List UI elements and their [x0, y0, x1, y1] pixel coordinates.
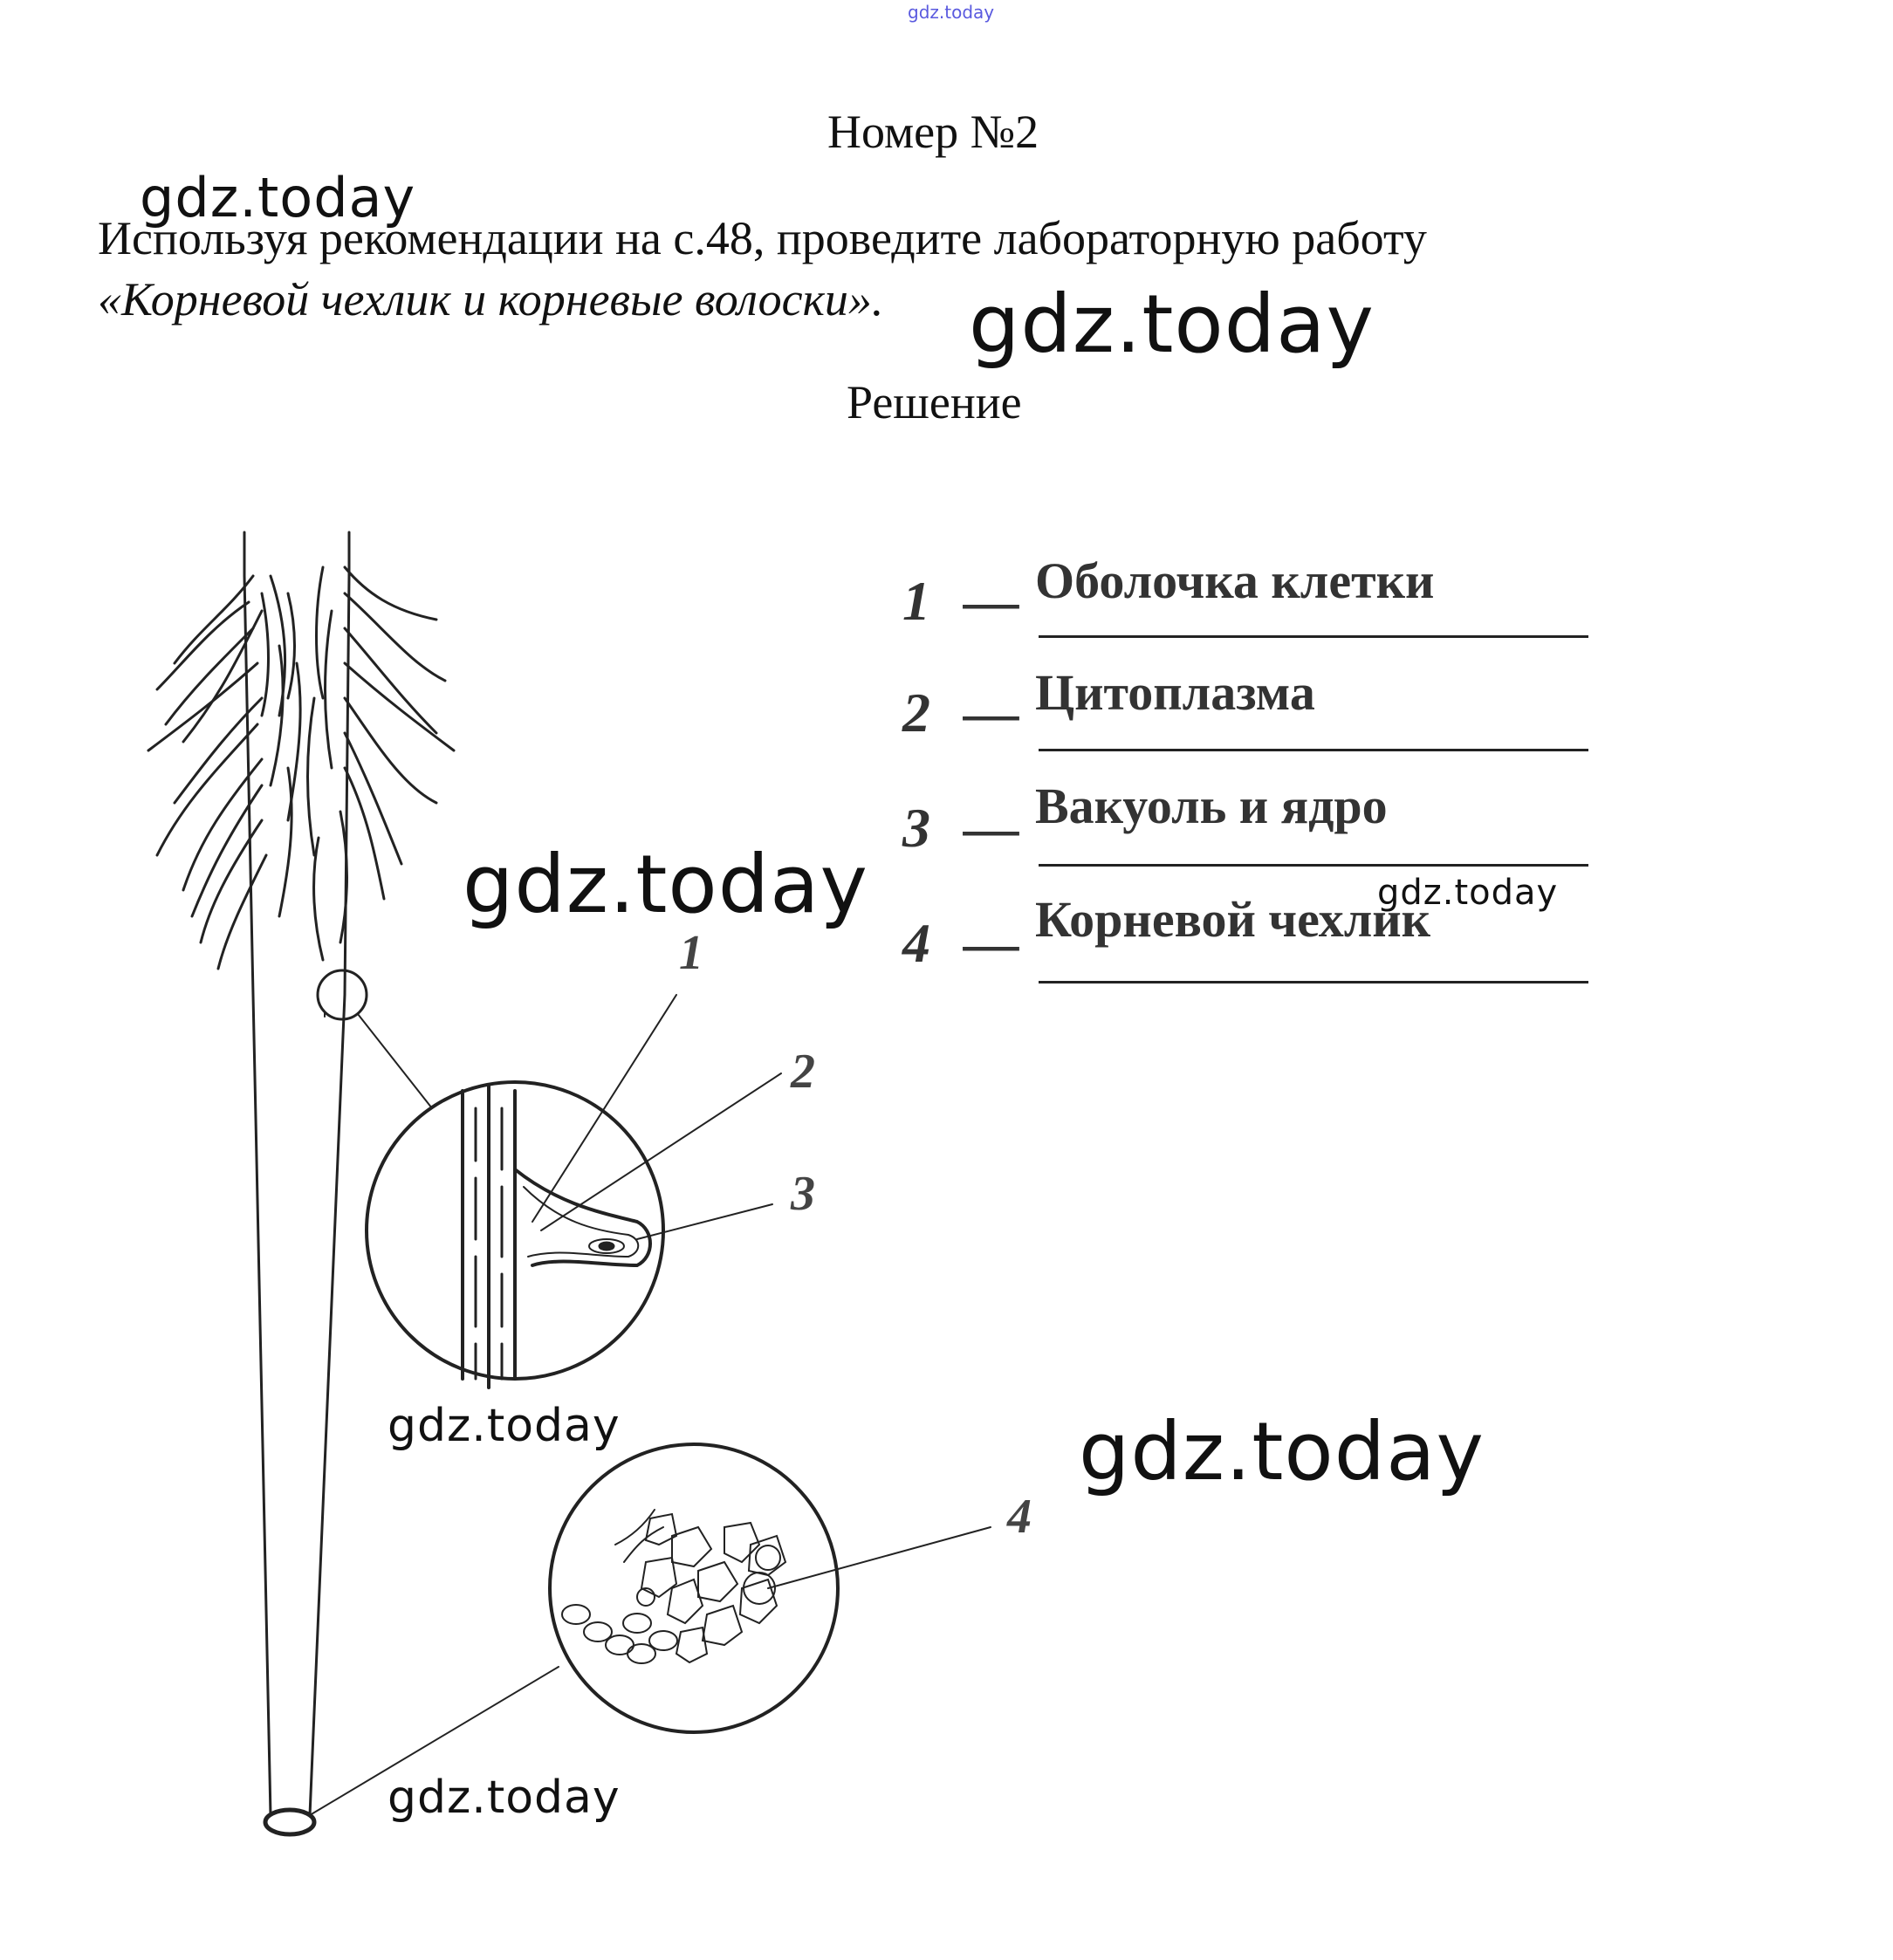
legend-num-1: 1 — [902, 570, 930, 632]
legend-num-4: 4 — [902, 912, 930, 974]
watermark: gdz.today — [463, 838, 868, 931]
watermark: gdz.today — [388, 1772, 621, 1824]
legend-dash-2: — — [964, 682, 1019, 744]
legend-text-4: Корневой чехлик — [1035, 891, 1431, 948]
watermark: gdz.today — [388, 1400, 621, 1452]
watermark: gdz.today — [140, 166, 416, 230]
legend-dash-1: — — [964, 570, 1019, 632]
solution-label: Решение — [847, 376, 1022, 428]
watermark-top: gdz.today — [908, 2, 995, 23]
legend-num-2: 2 — [902, 682, 930, 744]
legend-num-3: 3 — [902, 797, 930, 859]
watermark: gdz.today — [1377, 873, 1559, 913]
root-right-edge — [310, 532, 349, 1815]
watermark: gdz.today — [1079, 1405, 1485, 1498]
task-line-1: Используя рекомендации на с.48, проведите лабораторную работу — [98, 212, 1427, 264]
diagram-label-2: 2 — [791, 1045, 815, 1099]
task-line-2: «Корневой чехлик и корневые волоски». — [98, 273, 884, 326]
watermark: gdz.today — [969, 278, 1375, 371]
root-tip — [265, 1810, 314, 1834]
diagram-label-4: 4 — [1007, 1490, 1032, 1544]
legend-text-1: Оболочка клетки — [1035, 552, 1435, 609]
legend-dash-3: — — [964, 797, 1019, 859]
legend-dash-4: — — [964, 912, 1019, 974]
diagram-label-1: 1 — [679, 926, 703, 980]
page-title: Номер №2 — [827, 106, 1039, 158]
diagram-label-3: 3 — [791, 1167, 815, 1221]
magnified-cap-circle — [550, 1444, 838, 1732]
legend-text-2: Цитоплазма — [1035, 664, 1315, 721]
legend-text-3: Вакуоль и ядро — [1035, 778, 1388, 834]
